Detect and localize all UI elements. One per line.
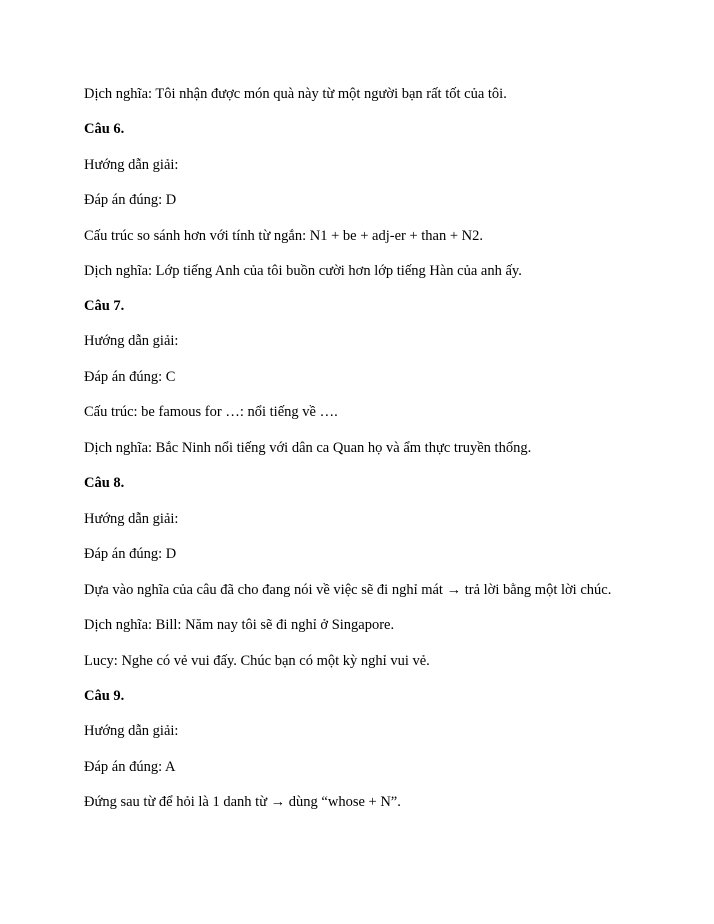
translation-line: Dịch nghĩa: Tôi nhận được món quà này từ một người bạn rất tốt của tôi. — [84, 86, 507, 102]
explanation-line: Cấu trúc: be famous for …: nổi tiếng về …. — [84, 404, 338, 420]
guide-label: Hướng dẫn giải: — [84, 333, 179, 349]
question-heading-6: Câu 6. — [84, 121, 125, 137]
question-heading-9: Câu 9. — [84, 688, 125, 704]
answer-line: Đáp án đúng: C — [84, 369, 176, 385]
question-heading-7: Câu 7. — [84, 298, 125, 314]
explanation-line: Đứng sau từ để hỏi là 1 danh từ → dùng “whose + N”. — [84, 794, 401, 810]
translation-line: Dịch nghĩa: Bắc Ninh nổi tiếng với dân ca Quan họ và ẩm thực truyền thống. — [84, 440, 532, 456]
guide-label: Hướng dẫn giải: — [84, 157, 179, 173]
translation-line: Dịch nghĩa: Lớp tiếng Anh của tôi buồn cười hơn lớp tiếng Hàn của anh ấy. — [84, 263, 522, 279]
guide-label: Hướng dẫn giải: — [84, 511, 179, 527]
answer-line: Đáp án đúng: D — [84, 192, 177, 208]
translation-line: Dịch nghĩa: Bill: Năm nay tôi sẽ đi nghỉ ở Singapore. — [84, 617, 395, 633]
answer-line: Đáp án đúng: A — [84, 759, 176, 775]
explanation-line: Cấu trúc so sánh hơn với tính từ ngắn: N1 + be + adj-er + than + N2. — [84, 228, 484, 244]
question-heading-8: Câu 8. — [84, 475, 125, 491]
explanation-line: Dựa vào nghĩa của câu đã cho đang nói về việc sẽ đi nghỉ mát → trả lời bằng một lời chúc. — [84, 582, 612, 598]
answer-line: Đáp án đúng: D — [84, 546, 177, 562]
dialogue-line: Lucy: Nghe có vẻ vui đấy. Chúc bạn có một kỳ nghỉ vui vẻ. — [84, 653, 430, 669]
guide-label: Hướng dẫn giải: — [84, 723, 179, 739]
